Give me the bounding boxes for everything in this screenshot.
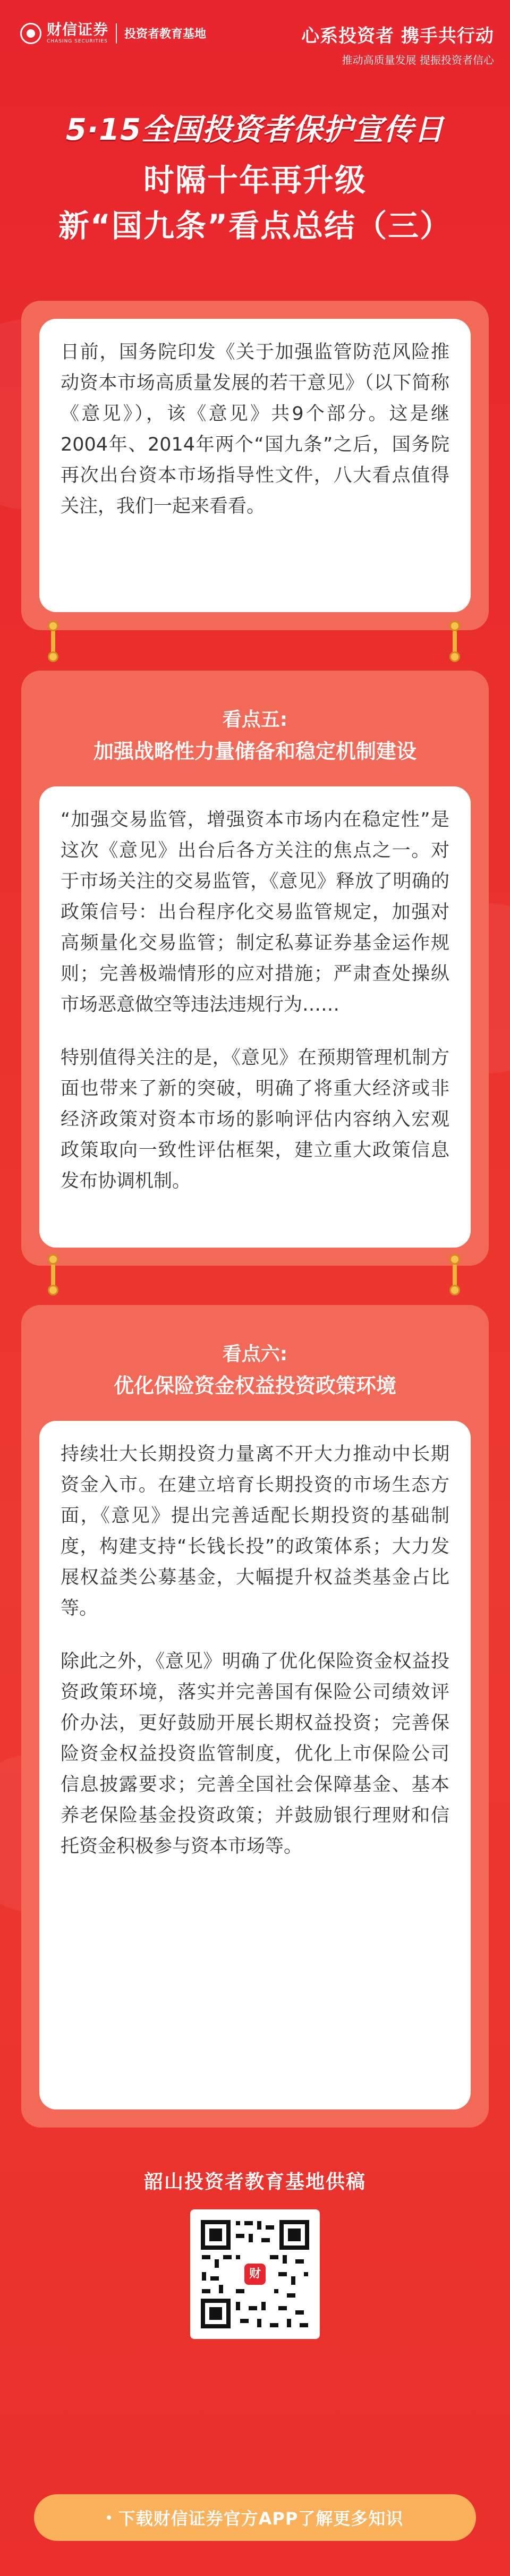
section5-header	[21, 705, 489, 764]
brand-logo[interactable]	[20, 22, 206, 44]
hook-icon	[445, 621, 466, 658]
headline-line-2: 新“国九条”看点总结（三）	[58, 208, 452, 244]
section6-card	[21, 1305, 489, 2128]
section6-kicker: 看点六:	[222, 1343, 288, 1365]
intro-card	[21, 301, 489, 630]
section5-content	[39, 786, 471, 1248]
header	[0, 0, 510, 74]
download-label: 下载财信证券官方APP了解更多知识	[118, 2509, 404, 2529]
intro-content	[39, 319, 471, 612]
hook-icon	[44, 1254, 65, 1291]
section6-content	[39, 1421, 471, 2109]
logo-icon	[20, 23, 41, 44]
qr-center-badge: 财	[249, 2267, 261, 2281]
slogan	[301, 21, 494, 67]
intro-paragraph: 日前，国务院印发《关于加强监管防范风险推动资本市场高质量发展的若干意见》（以下简称《意见》），该《意见》共9个部分。这是继2004年、2014年两个“国九条”之后，国务院再次出台资本市场指导性文件，八大看点值得关注，我们一起来看看。	[61, 342, 449, 517]
section6-paragraph-1: 持续壮大长期投资力量离不开大力推动中长期资金入市。在建立培育长期投资的市场生态方面，《意见》提出完善适配长期投资的基础制度，构建支持“长钱长投”的政策体系；大力发展权益类公募基金，大幅提升权益类基金占比等。	[61, 1444, 449, 1619]
section6-title: 优化保险资金权益投资政策环境	[113, 1374, 396, 1397]
section5-kicker: 看点五:	[222, 709, 288, 731]
section6-paragraph-2: 除此之外，《意见》明确了优化保险资金权益投资政策环境，落实并完善国有保险公司绩效评价办法，更好鼓励开展长期权益投资；完善保险资金权益投资监管制度，优化上市保险公司信息披露要求；完善全国社会保障基金、基本养老保险基金投资政策；并鼓励银行理财和信托资金积极参与资本市场等。	[61, 1651, 449, 1857]
logo-divider	[116, 23, 117, 44]
slogan-main: 心系投资者 携手共行动	[301, 26, 494, 47]
contributor-label: 韶山投资者教育基地供稿	[143, 2171, 366, 2193]
event-title: 5·15全国投资者保护宣传日	[65, 113, 445, 147]
hook-icon	[44, 621, 65, 658]
logo-english: CHASING SECURITIES	[47, 39, 108, 44]
section5-title: 加强战略性力量储备和稳定机制建设	[93, 740, 416, 763]
section6-header	[21, 1339, 489, 1399]
qr-code[interactable]	[190, 2209, 320, 2339]
slogan-sub: 推动高质量发展 提振投资者信心	[342, 54, 494, 66]
download-app-button[interactable]	[34, 2494, 476, 2541]
section5-paragraph-2: 特别值得关注的是，《意见》在预期管理机制方面也带来了新的突破，明确了将重大经济或非经济政策对资本市场的影响评估内容纳入宏观政策取向一致性评估框架，建立重大政策信息发布协调机制。	[61, 1047, 449, 1192]
hook-icon	[445, 1254, 466, 1291]
section5-paragraph-1: “加强交易监管，增强资本市场内在稳定性”是这次《意见》出台后各方关注的焦点之一。对于市场关注的交易监管，《意见》释放了明确的政策信号：出台程序化交易监管规定，加强对高频量化交易监管；制定私募证券基金运作规则；完善极端情形的应对措施；严肃查处操纵市场恶意做空等违法违规行为……	[61, 809, 449, 1015]
headline-line-1: 时隔十年再升级	[143, 162, 367, 198]
bullet-icon	[107, 2515, 111, 2520]
logo-name: 财信证券	[47, 21, 109, 38]
section5-card	[21, 671, 489, 1266]
edu-base-label: 投资者教育基地	[124, 28, 207, 41]
